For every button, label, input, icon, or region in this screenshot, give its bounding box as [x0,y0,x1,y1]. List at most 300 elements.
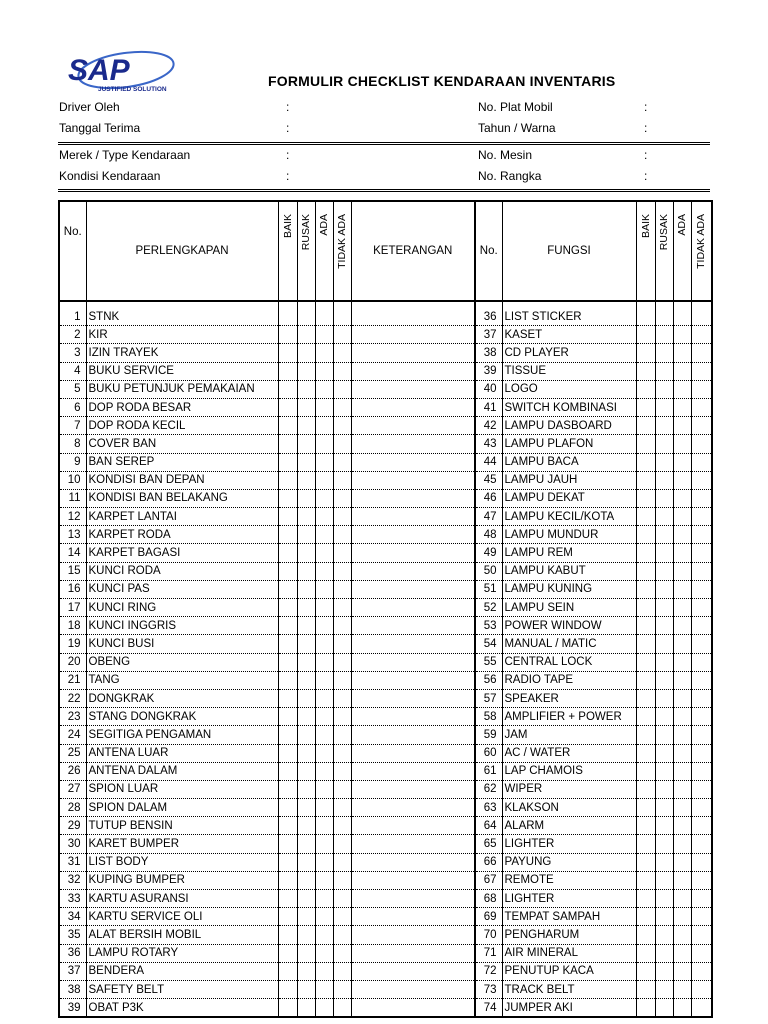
check-baik-left[interactable] [278,326,297,344]
check-baik-left[interactable] [278,708,297,726]
check-rusak-right[interactable] [655,980,673,998]
check-tidak-ada-left[interactable] [333,944,351,962]
check-ada-right[interactable] [673,835,691,853]
keterangan-cell[interactable] [351,890,475,908]
check-tidak-ada-right[interactable] [691,526,712,544]
check-ada-right[interactable] [673,799,691,817]
check-baik-left[interactable] [278,435,297,453]
check-tidak-ada-right[interactable] [691,398,712,416]
check-rusak-left[interactable] [297,635,315,653]
check-ada-left[interactable] [315,635,333,653]
check-tidak-ada-right[interactable] [691,453,712,471]
check-tidak-ada-right[interactable] [691,835,712,853]
check-baik-right[interactable] [636,417,655,435]
check-rusak-right[interactable] [655,999,673,1018]
check-baik-left[interactable] [278,544,297,562]
check-rusak-left[interactable] [297,926,315,944]
check-ada-right[interactable] [673,726,691,744]
check-rusak-right[interactable] [655,817,673,835]
keterangan-cell[interactable] [351,817,475,835]
check-baik-right[interactable] [636,526,655,544]
check-baik-left[interactable] [278,871,297,889]
check-tidak-ada-left[interactable] [333,762,351,780]
check-ada-right[interactable] [673,635,691,653]
check-baik-left[interactable] [278,817,297,835]
check-tidak-ada-left[interactable] [333,562,351,580]
check-rusak-left[interactable] [297,508,315,526]
check-rusak-left[interactable] [297,726,315,744]
check-ada-right[interactable] [673,526,691,544]
keterangan-cell[interactable] [351,489,475,507]
keterangan-cell[interactable] [351,871,475,889]
check-rusak-right[interactable] [655,635,673,653]
check-rusak-right[interactable] [655,744,673,762]
check-ada-right[interactable] [673,398,691,416]
check-rusak-right[interactable] [655,308,673,326]
check-ada-left[interactable] [315,762,333,780]
check-tidak-ada-left[interactable] [333,580,351,598]
keterangan-cell[interactable] [351,326,475,344]
check-baik-left[interactable] [278,671,297,689]
check-ada-left[interactable] [315,544,333,562]
check-baik-right[interactable] [636,471,655,489]
check-tidak-ada-left[interactable] [333,544,351,562]
keterangan-cell[interactable] [351,398,475,416]
check-ada-left[interactable] [315,890,333,908]
check-ada-left[interactable] [315,562,333,580]
check-baik-left[interactable] [278,453,297,471]
check-baik-left[interactable] [278,762,297,780]
check-tidak-ada-left[interactable] [333,417,351,435]
check-baik-left[interactable] [278,489,297,507]
check-tidak-ada-right[interactable] [691,508,712,526]
check-ada-left[interactable] [315,380,333,398]
keterangan-cell[interactable] [351,835,475,853]
keterangan-cell[interactable] [351,744,475,762]
check-ada-right[interactable] [673,508,691,526]
check-ada-left[interactable] [315,435,333,453]
check-tidak-ada-right[interactable] [691,762,712,780]
check-rusak-left[interactable] [297,653,315,671]
check-tidak-ada-right[interactable] [691,817,712,835]
check-rusak-right[interactable] [655,908,673,926]
check-tidak-ada-right[interactable] [691,417,712,435]
check-baik-right[interactable] [636,835,655,853]
keterangan-cell[interactable] [351,635,475,653]
check-rusak-right[interactable] [655,890,673,908]
check-rusak-right[interactable] [655,380,673,398]
check-tidak-ada-left[interactable] [333,435,351,453]
check-tidak-ada-right[interactable] [691,726,712,744]
check-baik-left[interactable] [278,926,297,944]
check-rusak-left[interactable] [297,617,315,635]
check-baik-right[interactable] [636,599,655,617]
check-ada-right[interactable] [673,308,691,326]
check-tidak-ada-left[interactable] [333,744,351,762]
keterangan-cell[interactable] [351,853,475,871]
check-rusak-right[interactable] [655,799,673,817]
check-tidak-ada-right[interactable] [691,671,712,689]
check-baik-right[interactable] [636,817,655,835]
check-tidak-ada-left[interactable] [333,398,351,416]
keterangan-cell[interactable] [351,562,475,580]
check-rusak-left[interactable] [297,580,315,598]
check-rusak-left[interactable] [297,362,315,380]
check-baik-left[interactable] [278,726,297,744]
check-baik-right[interactable] [636,708,655,726]
check-rusak-right[interactable] [655,453,673,471]
check-rusak-right[interactable] [655,780,673,798]
check-tidak-ada-left[interactable] [333,999,351,1018]
check-tidak-ada-left[interactable] [333,908,351,926]
check-ada-left[interactable] [315,308,333,326]
check-baik-right[interactable] [636,926,655,944]
check-ada-right[interactable] [673,780,691,798]
check-tidak-ada-right[interactable] [691,562,712,580]
check-rusak-left[interactable] [297,780,315,798]
check-rusak-right[interactable] [655,417,673,435]
check-tidak-ada-left[interactable] [333,817,351,835]
check-ada-right[interactable] [673,326,691,344]
check-tidak-ada-right[interactable] [691,308,712,326]
check-rusak-left[interactable] [297,817,315,835]
check-tidak-ada-right[interactable] [691,962,712,980]
check-tidak-ada-right[interactable] [691,471,712,489]
check-tidak-ada-right[interactable] [691,653,712,671]
check-ada-right[interactable] [673,344,691,362]
check-tidak-ada-right[interactable] [691,708,712,726]
keterangan-cell[interactable] [351,526,475,544]
check-ada-right[interactable] [673,435,691,453]
check-ada-right[interactable] [673,489,691,507]
check-ada-left[interactable] [315,817,333,835]
check-rusak-right[interactable] [655,508,673,526]
check-ada-right[interactable] [673,689,691,707]
check-baik-left[interactable] [278,689,297,707]
check-tidak-ada-right[interactable] [691,489,712,507]
check-baik-right[interactable] [636,744,655,762]
check-tidak-ada-left[interactable] [333,362,351,380]
keterangan-cell[interactable] [351,999,475,1018]
check-baik-right[interactable] [636,508,655,526]
check-baik-left[interactable] [278,890,297,908]
check-rusak-left[interactable] [297,762,315,780]
check-tidak-ada-right[interactable] [691,617,712,635]
check-rusak-left[interactable] [297,689,315,707]
check-baik-left[interactable] [278,653,297,671]
check-tidak-ada-left[interactable] [333,962,351,980]
check-tidak-ada-left[interactable] [333,726,351,744]
keterangan-cell[interactable] [351,689,475,707]
check-ada-right[interactable] [673,453,691,471]
check-rusak-right[interactable] [655,544,673,562]
check-ada-left[interactable] [315,780,333,798]
check-baik-left[interactable] [278,562,297,580]
check-ada-left[interactable] [315,999,333,1018]
keterangan-cell[interactable] [351,453,475,471]
check-rusak-left[interactable] [297,398,315,416]
check-rusak-left[interactable] [297,435,315,453]
check-baik-left[interactable] [278,398,297,416]
check-ada-right[interactable] [673,471,691,489]
keterangan-cell[interactable] [351,780,475,798]
check-baik-right[interactable] [636,653,655,671]
check-ada-left[interactable] [315,526,333,544]
check-baik-right[interactable] [636,908,655,926]
check-baik-right[interactable] [636,962,655,980]
check-rusak-right[interactable] [655,526,673,544]
check-tidak-ada-left[interactable] [333,526,351,544]
check-rusak-left[interactable] [297,544,315,562]
check-baik-right[interactable] [636,871,655,889]
check-tidak-ada-left[interactable] [333,308,351,326]
check-rusak-left[interactable] [297,453,315,471]
check-baik-left[interactable] [278,853,297,871]
check-ada-left[interactable] [315,835,333,853]
check-ada-right[interactable] [673,671,691,689]
check-tidak-ada-left[interactable] [333,890,351,908]
check-rusak-right[interactable] [655,653,673,671]
check-baik-right[interactable] [636,435,655,453]
keterangan-cell[interactable] [351,926,475,944]
check-rusak-right[interactable] [655,489,673,507]
check-ada-left[interactable] [315,926,333,944]
check-tidak-ada-left[interactable] [333,835,351,853]
check-rusak-right[interactable] [655,580,673,598]
check-baik-right[interactable] [636,635,655,653]
check-tidak-ada-right[interactable] [691,853,712,871]
check-rusak-right[interactable] [655,962,673,980]
check-rusak-left[interactable] [297,908,315,926]
check-rusak-left[interactable] [297,599,315,617]
check-baik-left[interactable] [278,780,297,798]
check-baik-left[interactable] [278,580,297,598]
check-baik-right[interactable] [636,362,655,380]
check-ada-right[interactable] [673,562,691,580]
check-ada-right[interactable] [673,908,691,926]
check-baik-left[interactable] [278,308,297,326]
check-ada-left[interactable] [315,453,333,471]
check-tidak-ada-right[interactable] [691,380,712,398]
check-ada-right[interactable] [673,362,691,380]
check-tidak-ada-left[interactable] [333,617,351,635]
keterangan-cell[interactable] [351,799,475,817]
check-tidak-ada-left[interactable] [333,599,351,617]
check-rusak-right[interactable] [655,944,673,962]
check-baik-right[interactable] [636,562,655,580]
check-rusak-right[interactable] [655,471,673,489]
check-tidak-ada-left[interactable] [333,489,351,507]
check-ada-right[interactable] [673,817,691,835]
check-baik-left[interactable] [278,980,297,998]
check-rusak-left[interactable] [297,326,315,344]
keterangan-cell[interactable] [351,653,475,671]
check-baik-right[interactable] [636,344,655,362]
check-baik-right[interactable] [636,980,655,998]
keterangan-cell[interactable] [351,362,475,380]
check-tidak-ada-left[interactable] [333,344,351,362]
check-tidak-ada-left[interactable] [333,689,351,707]
check-tidak-ada-right[interactable] [691,362,712,380]
check-tidak-ada-right[interactable] [691,799,712,817]
check-rusak-left[interactable] [297,962,315,980]
check-ada-left[interactable] [315,962,333,980]
check-baik-left[interactable] [278,944,297,962]
check-tidak-ada-right[interactable] [691,689,712,707]
check-tidak-ada-right[interactable] [691,871,712,889]
check-tidak-ada-left[interactable] [333,926,351,944]
check-ada-left[interactable] [315,489,333,507]
check-ada-right[interactable] [673,762,691,780]
check-ada-left[interactable] [315,326,333,344]
check-baik-right[interactable] [636,689,655,707]
check-ada-left[interactable] [315,671,333,689]
check-tidak-ada-left[interactable] [333,380,351,398]
check-baik-right[interactable] [636,617,655,635]
check-baik-right[interactable] [636,999,655,1018]
check-baik-left[interactable] [278,999,297,1018]
check-rusak-left[interactable] [297,890,315,908]
check-rusak-right[interactable] [655,726,673,744]
check-baik-left[interactable] [278,599,297,617]
check-rusak-right[interactable] [655,562,673,580]
check-baik-left[interactable] [278,962,297,980]
check-rusak-left[interactable] [297,471,315,489]
check-ada-left[interactable] [315,726,333,744]
check-baik-right[interactable] [636,890,655,908]
check-ada-left[interactable] [315,417,333,435]
check-baik-left[interactable] [278,744,297,762]
check-baik-left[interactable] [278,417,297,435]
check-baik-left[interactable] [278,908,297,926]
check-ada-left[interactable] [315,908,333,926]
check-ada-left[interactable] [315,653,333,671]
check-rusak-right[interactable] [655,871,673,889]
check-ada-left[interactable] [315,853,333,871]
keterangan-cell[interactable] [351,344,475,362]
check-ada-left[interactable] [315,344,333,362]
keterangan-cell[interactable] [351,908,475,926]
check-ada-right[interactable] [673,744,691,762]
check-rusak-right[interactable] [655,926,673,944]
check-ada-left[interactable] [315,689,333,707]
check-ada-right[interactable] [673,871,691,889]
check-ada-right[interactable] [673,980,691,998]
check-rusak-right[interactable] [655,671,673,689]
check-ada-right[interactable] [673,617,691,635]
check-ada-left[interactable] [315,871,333,889]
keterangan-cell[interactable] [351,762,475,780]
check-rusak-right[interactable] [655,853,673,871]
check-tidak-ada-left[interactable] [333,326,351,344]
check-tidak-ada-right[interactable] [691,326,712,344]
check-tidak-ada-right[interactable] [691,890,712,908]
check-baik-right[interactable] [636,762,655,780]
check-baik-right[interactable] [636,780,655,798]
check-baik-left[interactable] [278,799,297,817]
check-baik-left[interactable] [278,380,297,398]
check-rusak-right[interactable] [655,362,673,380]
check-ada-left[interactable] [315,362,333,380]
check-rusak-left[interactable] [297,835,315,853]
check-tidak-ada-left[interactable] [333,871,351,889]
check-ada-left[interactable] [315,599,333,617]
check-tidak-ada-right[interactable] [691,780,712,798]
check-baik-left[interactable] [278,526,297,544]
check-tidak-ada-right[interactable] [691,944,712,962]
keterangan-cell[interactable] [351,980,475,998]
check-tidak-ada-left[interactable] [333,508,351,526]
check-ada-left[interactable] [315,617,333,635]
check-rusak-left[interactable] [297,489,315,507]
check-baik-right[interactable] [636,326,655,344]
keterangan-cell[interactable] [351,580,475,598]
check-rusak-right[interactable] [655,689,673,707]
check-baik-left[interactable] [278,344,297,362]
check-rusak-right[interactable] [655,708,673,726]
keterangan-cell[interactable] [351,380,475,398]
check-rusak-left[interactable] [297,944,315,962]
check-ada-right[interactable] [673,544,691,562]
check-tidak-ada-right[interactable] [691,435,712,453]
check-tidak-ada-right[interactable] [691,926,712,944]
check-rusak-left[interactable] [297,853,315,871]
check-rusak-right[interactable] [655,599,673,617]
check-rusak-left[interactable] [297,708,315,726]
keterangan-cell[interactable] [351,944,475,962]
check-tidak-ada-right[interactable] [691,635,712,653]
check-rusak-left[interactable] [297,871,315,889]
check-rusak-left[interactable] [297,344,315,362]
check-baik-left[interactable] [278,471,297,489]
check-rusak-left[interactable] [297,562,315,580]
keterangan-cell[interactable] [351,617,475,635]
keterangan-cell[interactable] [351,308,475,326]
check-rusak-left[interactable] [297,417,315,435]
keterangan-cell[interactable] [351,708,475,726]
check-baik-left[interactable] [278,508,297,526]
check-baik-right[interactable] [636,853,655,871]
check-baik-right[interactable] [636,799,655,817]
check-rusak-left[interactable] [297,308,315,326]
check-tidak-ada-right[interactable] [691,599,712,617]
check-tidak-ada-right[interactable] [691,580,712,598]
check-rusak-left[interactable] [297,526,315,544]
check-baik-right[interactable] [636,944,655,962]
check-ada-right[interactable] [673,944,691,962]
check-rusak-left[interactable] [297,380,315,398]
check-rusak-right[interactable] [655,435,673,453]
check-rusak-right[interactable] [655,835,673,853]
check-baik-right[interactable] [636,726,655,744]
check-baik-right[interactable] [636,308,655,326]
check-tidak-ada-left[interactable] [333,780,351,798]
check-ada-right[interactable] [673,853,691,871]
check-baik-right[interactable] [636,398,655,416]
check-ada-left[interactable] [315,398,333,416]
check-baik-left[interactable] [278,362,297,380]
check-rusak-left[interactable] [297,999,315,1018]
check-ada-right[interactable] [673,599,691,617]
check-tidak-ada-right[interactable] [691,980,712,998]
check-rusak-left[interactable] [297,671,315,689]
check-baik-right[interactable] [636,544,655,562]
check-ada-left[interactable] [315,744,333,762]
check-rusak-right[interactable] [655,326,673,344]
check-tidak-ada-left[interactable] [333,471,351,489]
keterangan-cell[interactable] [351,726,475,744]
check-ada-left[interactable] [315,708,333,726]
